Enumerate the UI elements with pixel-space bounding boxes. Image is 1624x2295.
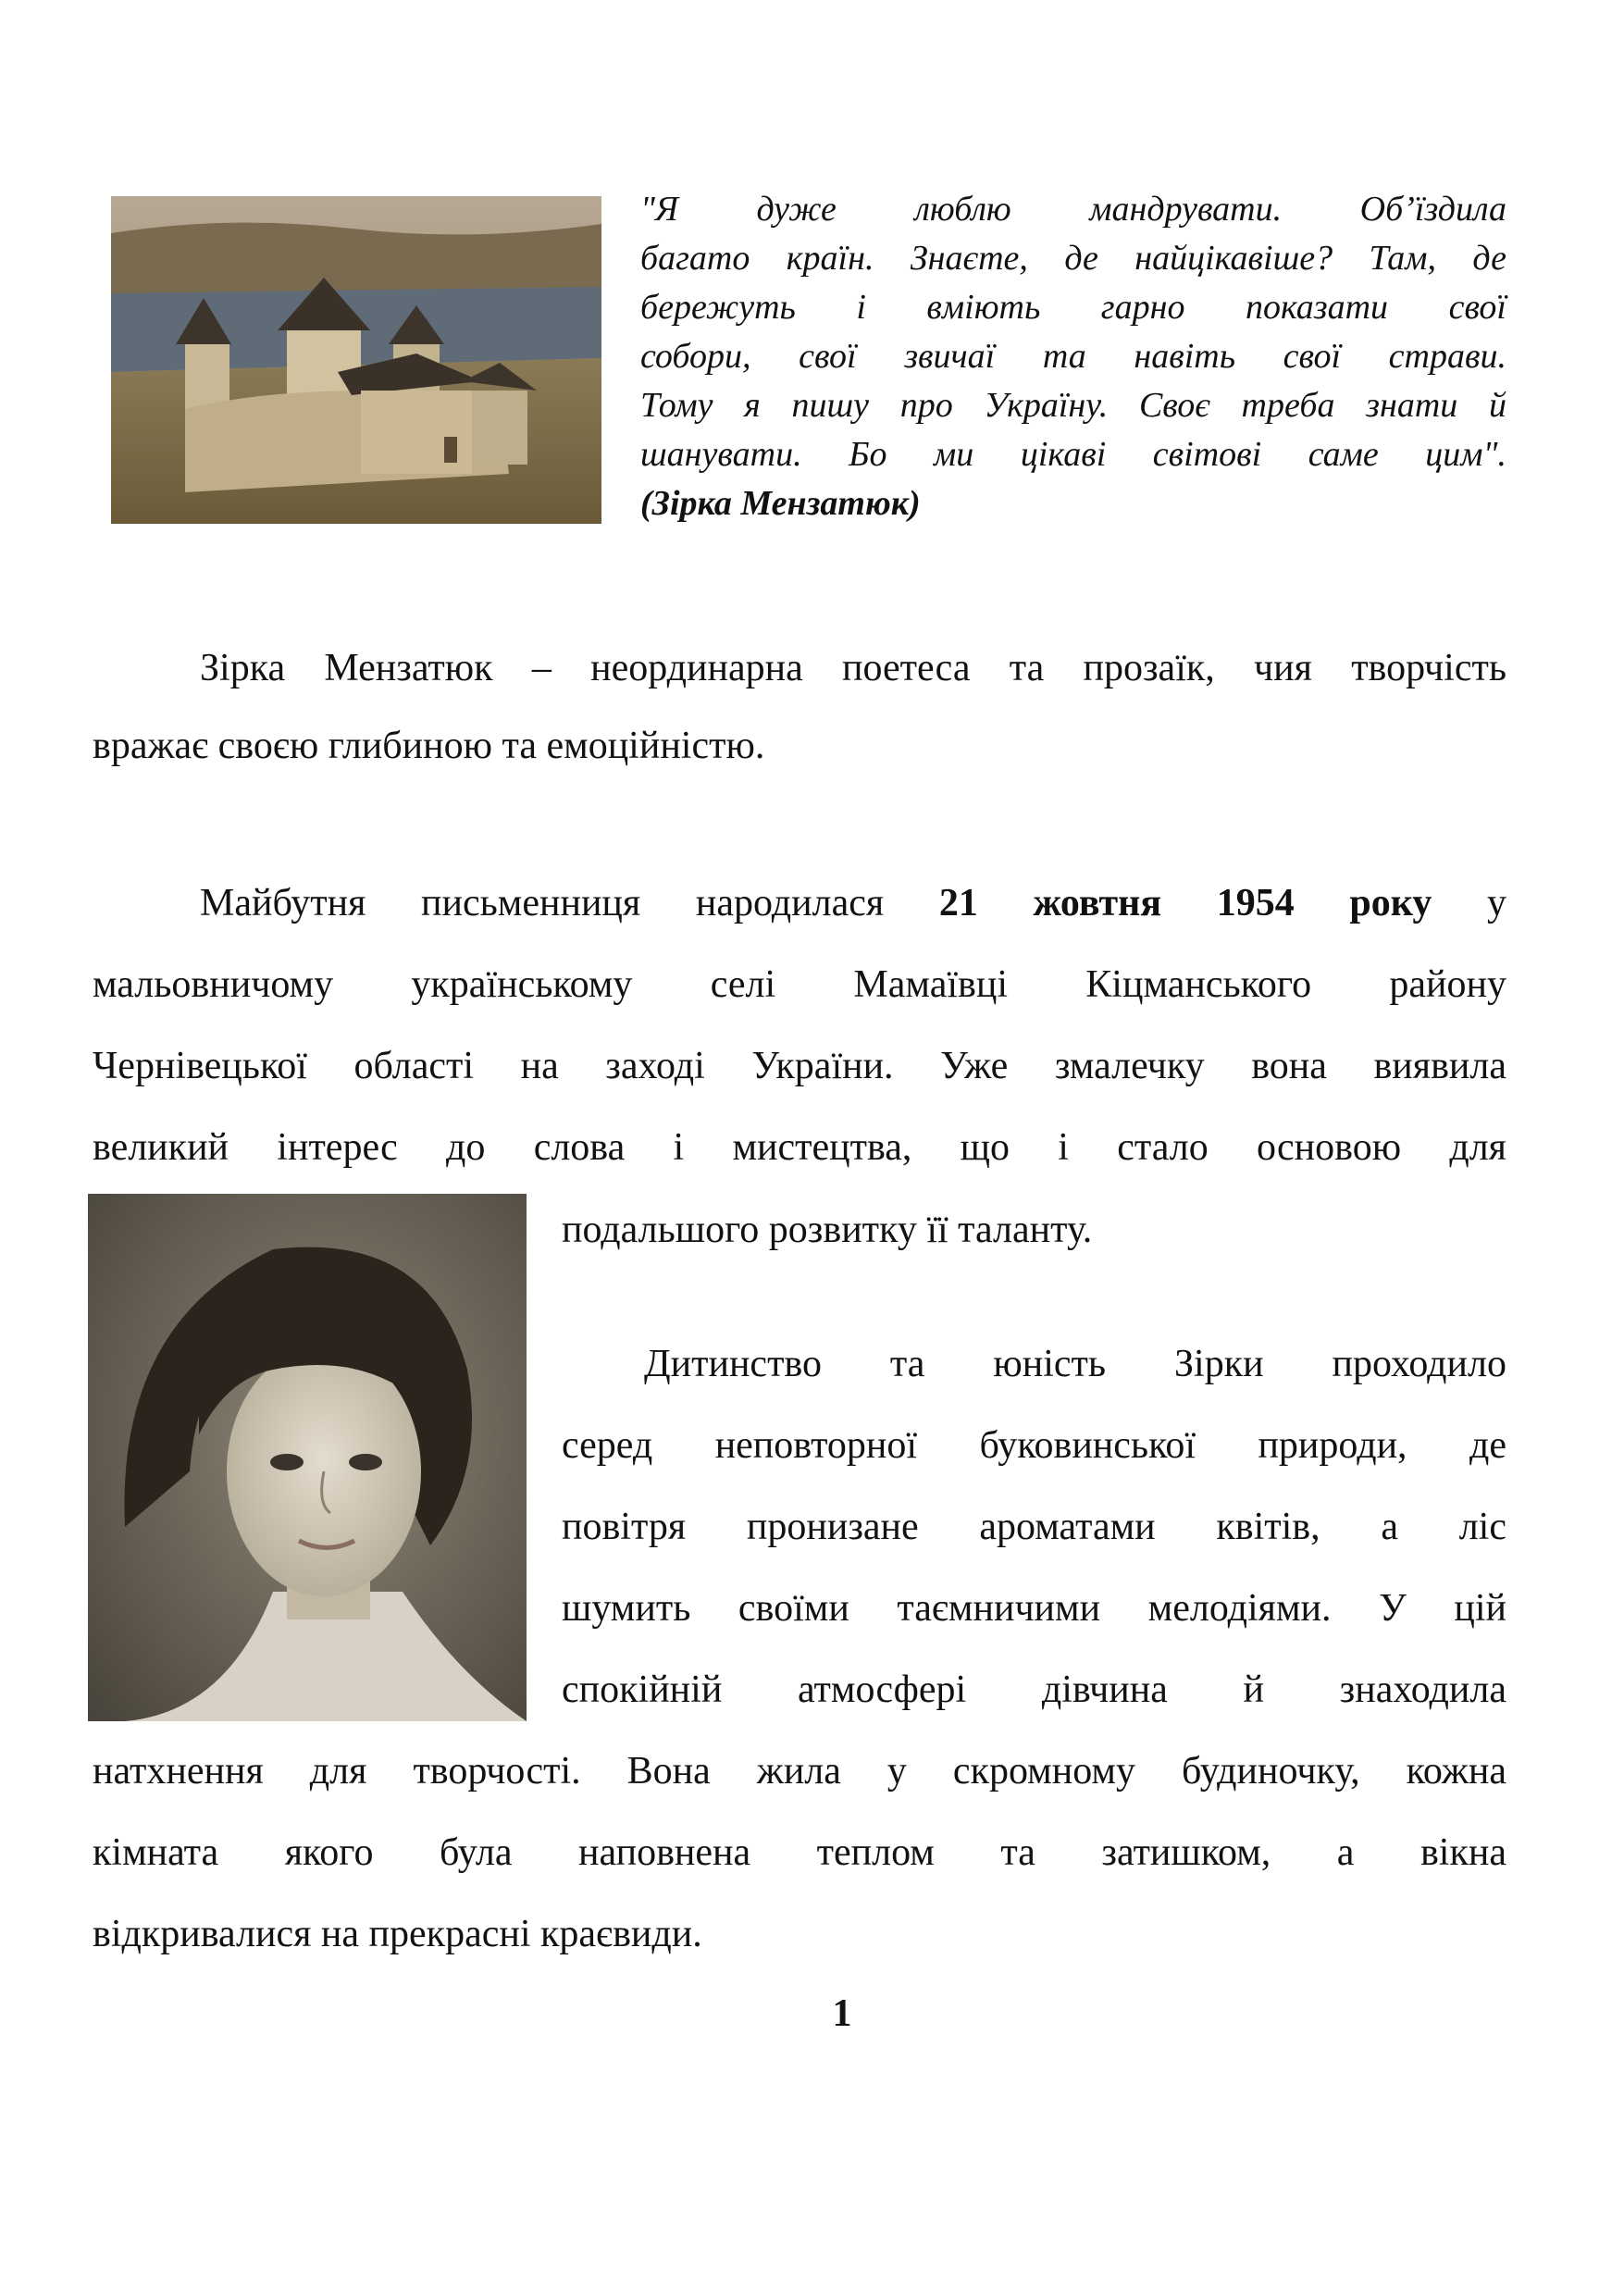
page-number: 1 <box>832 1992 852 2035</box>
paragraph-line <box>93 881 1506 962</box>
birth-date: 21 жовтня 1954 року <box>938 882 1432 924</box>
paragraph-line: спокійній атмосфері дівчина й знаходила <box>562 1669 1506 1711</box>
paragraph-line: шумить своїми таємничими мелодіями. У цій <box>562 1587 1506 1630</box>
paragraph-line: серед неповторної буковинської природи, де <box>562 1424 1506 1467</box>
birth-paragraph-continuation <box>562 1208 1506 1259</box>
birth-paragraph <box>93 881 1506 1177</box>
childhood-paragraph <box>562 1342 1506 1719</box>
quote-line: бережуть і вміють гарно показати свої <box>640 288 1506 327</box>
portrait-photo <box>88 1194 527 1721</box>
paragraph-line: вражає своєю глибиною та емоційністю. <box>93 725 765 767</box>
quote-line: собори, свої звичаї та навіть свої страви. <box>640 337 1506 376</box>
paragraph-line: відкривалися на прекрасні краєвиди. <box>93 1913 702 1955</box>
castle-photo <box>111 196 601 524</box>
childhood-paragraph-continuation <box>93 1749 1506 1964</box>
birth-text-end: у <box>1432 882 1506 924</box>
intro-paragraph <box>93 642 1506 775</box>
quote-author: (Зірка Мензатюк) <box>640 484 921 523</box>
epigraph-quote <box>640 185 1506 528</box>
paragraph-line: подальшого розвитку її таланту. <box>562 1209 1093 1251</box>
paragraph-line: великий інтерес до слова і мистецтва, що і стало основою для <box>93 1126 1506 1169</box>
paragraph-line: мальовничому українському селі Мамаївці Кіцманського району <box>93 963 1506 1006</box>
quote-line: шанувати. Бо ми цікаві світові саме цим". <box>640 435 1506 474</box>
paragraph-line: натхнення для творчості. Вона жила у скромному будиночку, кожна <box>93 1750 1506 1793</box>
paragraph-line: кімната якого була наповнена теплом та затишком, а вікна <box>93 1831 1506 1874</box>
quote-line: Тому я пишу про Україну. Своє треба знати й <box>640 386 1506 425</box>
paragraph-line: Чернівецької області на заході України. Уже змалечку вона виявила <box>93 1045 1506 1087</box>
paragraph-line: повітря пронизане ароматами квітів, а ліс <box>562 1506 1506 1548</box>
birth-text: Майбутня письменниця народилася <box>200 882 939 924</box>
paragraph-line: Дитинство та юність Зірки проходило <box>644 1343 1506 1385</box>
paragraph-line: Зірка Мензатюк – неординарна поетеса та прозаїк, чия творчість <box>200 647 1506 689</box>
quote-line: багато країн. Знаєте, де найцікавіше? Там, де <box>640 239 1506 278</box>
quote-line: "Я дуже люблю мандрувати. Об’їздила <box>640 190 1506 229</box>
